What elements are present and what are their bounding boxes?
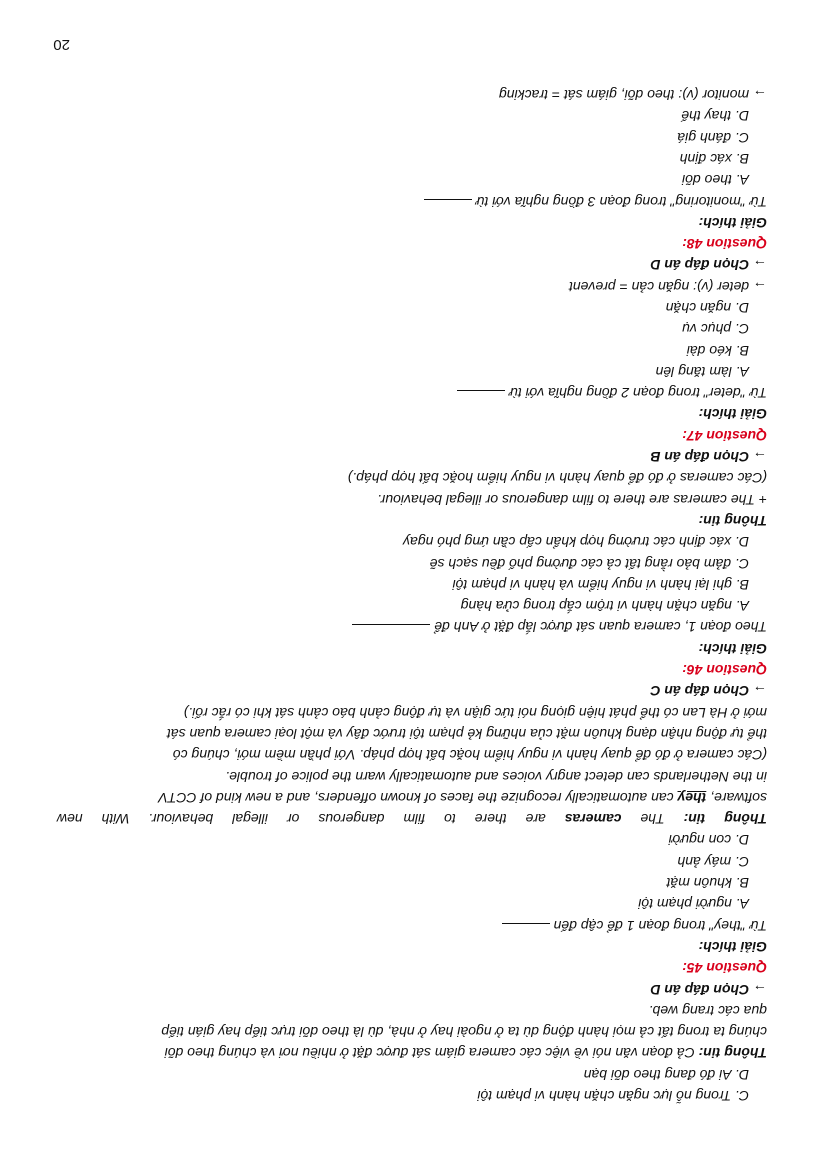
- prompt-text: Từ "deter" trong đoạn 2 đồng nghĩa với từ: [509, 385, 767, 402]
- page-content: [57, 84, 767, 1106]
- option-text: B. ghi lại hành vi nguy hiểm và hành vi phạm tội: [452, 576, 749, 593]
- option-text: C. phục vụ: [682, 321, 749, 338]
- option-text: D. con người: [668, 832, 749, 849]
- option-text: D. xác định các trường hợp khẩn cấp cần ứng phó ngay: [403, 534, 749, 551]
- option-text: C. đảm bảo rằng tất cả các đường phố đều sạch sẽ: [429, 555, 749, 572]
- question-title: Question 45:: [682, 960, 767, 977]
- option-c: [57, 1085, 767, 1106]
- translation-text: (Các camera ở đó để quay hành vi nguy hiểm hoặc bất hợp pháp. Với phần mềm mới, chúng có: [172, 747, 767, 764]
- option-b: [57, 872, 767, 893]
- option-c: [57, 850, 767, 871]
- option-text: D. Ai đó đang theo dõi bạn: [583, 1066, 749, 1083]
- question-title: Question 48:: [682, 236, 767, 253]
- answer-blank: [352, 624, 430, 626]
- option-text: C. Trong nỗ lực ngăn chặn hành vi phạm tội: [477, 1088, 749, 1104]
- explanation-heading: [57, 403, 767, 424]
- option-text: C. máy ảnh: [677, 853, 749, 870]
- option-text: D. thay thế: [681, 108, 749, 125]
- option-d: [57, 297, 767, 318]
- option-a: [57, 361, 767, 382]
- info-line: [57, 1021, 767, 1042]
- prompt-text: Từ "monitoring" trong đoạn 3 đồng nghĩa với từ: [475, 193, 767, 210]
- explanation-heading: [57, 637, 767, 658]
- emphasis-word: they: [677, 789, 707, 806]
- translation-line: [57, 744, 767, 765]
- option-text: A. theo dõi: [682, 172, 749, 189]
- info-line: [57, 488, 767, 509]
- definition-line: [57, 84, 767, 105]
- option-d: [57, 829, 767, 850]
- translation-line: [57, 467, 767, 488]
- question-heading-46: [57, 659, 767, 680]
- option-text: A. làm tăng lên: [655, 363, 749, 380]
- info-heading: [57, 510, 767, 531]
- option-a: [57, 893, 767, 914]
- translation-line: [57, 701, 767, 722]
- option-text: C. đánh giá: [677, 129, 749, 146]
- prompt-text: Theo đoạn 1, camera quan sát được lắp đặt ở Anh để: [434, 619, 767, 636]
- info-label: Thông tin:: [698, 1045, 767, 1062]
- option-b: [57, 339, 767, 360]
- option-c: [57, 126, 767, 147]
- option-text: D. ngăn chặn: [665, 300, 749, 317]
- option-text: A. người phạm tội: [638, 896, 749, 913]
- option-d: [57, 531, 767, 552]
- info-line: [57, 1000, 767, 1021]
- explanation-label: Giải thích:: [698, 406, 767, 423]
- question-heading-45: [57, 957, 767, 978]
- option-b: [57, 574, 767, 595]
- question-prompt: [57, 190, 767, 211]
- explanation-heading: [57, 936, 767, 957]
- info-text: software,: [706, 789, 767, 806]
- info-label: Thông tin:: [698, 512, 767, 529]
- info-text: can automatically recognize the faces of known offenders, and a new kind of CCTV: [158, 789, 678, 806]
- answer-line: [57, 978, 767, 999]
- translation-text: (Các cameras ở đó để quay hành vi nguy hiểm hoặc bất hợp pháp.): [347, 470, 767, 487]
- info-text: Cả đoạn văn nói về việc các camera giám sát được đặt ở nhiều nơi và chúng theo dõi: [164, 1045, 699, 1062]
- info-line: [57, 1042, 767, 1063]
- info-label: Thông tin:: [683, 811, 767, 828]
- info-line: [57, 765, 767, 786]
- answer-text: → Chọn đáp án D: [650, 257, 767, 274]
- option-text: B. kéo dài: [686, 342, 749, 359]
- option-a: [57, 595, 767, 616]
- page-number: 20: [53, 36, 70, 53]
- answer-blank: [424, 199, 472, 201]
- answer-line: [57, 680, 767, 701]
- answer-line: [57, 254, 767, 275]
- option-text: A. ngăn chặn hành vi trộm cắp trong cửa hàng: [460, 598, 749, 615]
- prompt-text: Từ "they" trong đoạn 1 để cập đến: [553, 917, 767, 934]
- info-text: chúng ta trong tất cả mọi hành động dù ta ở ngoài hay ở nhà, dù là theo dõi trực tiếp hay gián tiếp: [161, 1024, 767, 1041]
- info-text: are there to film dangerous or illegal behaviour. With new: [57, 811, 565, 828]
- info-line: [57, 787, 767, 808]
- option-b: [57, 148, 767, 169]
- question-title: Question 46:: [682, 662, 767, 679]
- info-text: qua các trang web.: [648, 1002, 767, 1019]
- info-text: The: [621, 811, 684, 828]
- definition-text: → deter (v): ngăn cản = prevent: [568, 278, 767, 295]
- explanation-heading: [57, 212, 767, 233]
- info-line: [57, 808, 767, 829]
- question-heading-47: [57, 425, 767, 446]
- explanation-label: Giải thích:: [698, 938, 767, 955]
- answer-text: → Chọn đáp án D: [650, 981, 767, 998]
- question-prompt: [57, 914, 767, 935]
- question-prompt: [57, 616, 767, 637]
- question-heading-48: [57, 233, 767, 254]
- explanation-label: Giải thích:: [698, 640, 767, 657]
- info-text: + The cameras are there to film dangerous or illegal behaviour.: [377, 491, 767, 508]
- definition-line: [57, 275, 767, 296]
- option-text: B. khuôn mặt: [666, 875, 749, 892]
- answer-text: → Chọn đáp án B: [650, 449, 767, 466]
- emphasis-word: cameras: [564, 811, 622, 828]
- answer-text: → Chọn đáp án C: [650, 683, 767, 700]
- explanation-label: Giải thích:: [698, 214, 767, 231]
- option-c: [57, 552, 767, 573]
- translation-line: [57, 723, 767, 744]
- option-d: [57, 105, 767, 126]
- translation-text: thể tự động nhận dạng khuôn mặt của những kẻ phạm tội trước đây và một loại camera quan sát: [166, 725, 767, 742]
- info-text: in the Netherlands can detect angry voices and automatically warn the police of trouble.: [225, 768, 767, 785]
- option-a: [57, 169, 767, 190]
- definition-text: → monitor (v): theo dõi, giám sát = tracking: [498, 87, 767, 104]
- answer-line: [57, 446, 767, 467]
- answer-blank: [502, 923, 550, 925]
- option-text: B. xác định: [679, 150, 749, 167]
- question-title: Question 47:: [682, 427, 767, 444]
- question-prompt: [57, 382, 767, 403]
- option-d: [57, 1063, 767, 1084]
- answer-blank: [457, 390, 505, 392]
- option-c: [57, 318, 767, 339]
- translation-text: mới ở Hà Lan có thể phát hiện giọng nói tức giận và tự động cảnh báo cảnh sát khi có rắc rối.): [183, 704, 767, 721]
